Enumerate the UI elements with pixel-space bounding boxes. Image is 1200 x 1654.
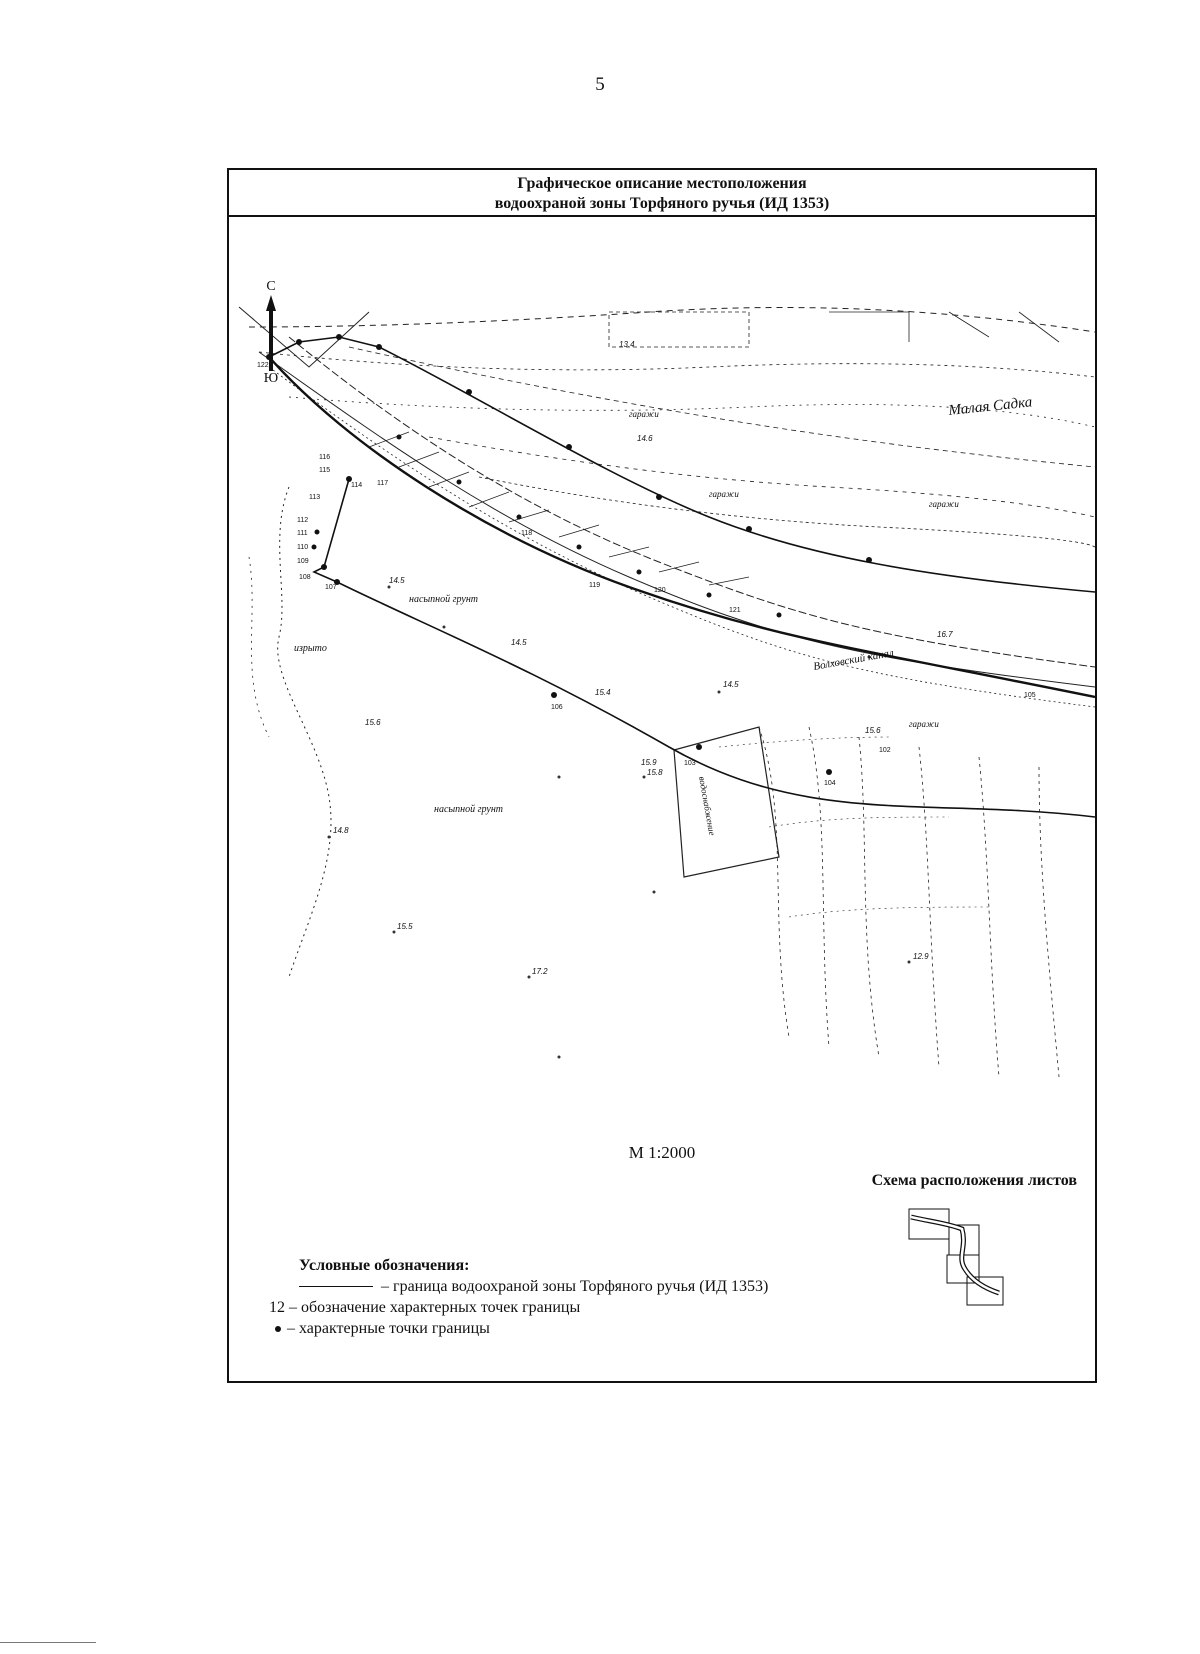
legend-line-text: – граница водоохраной зоны Торфяного ручья (ИД 1353)	[381, 1278, 769, 1295]
point-number-label: 113	[309, 494, 321, 501]
boundary-point	[866, 557, 872, 563]
page-number: 5	[595, 74, 605, 95]
boundary-point	[777, 613, 782, 618]
parcel-lines-lower	[759, 727, 1059, 1077]
legend-dot-text: – характерные точки границы	[287, 1320, 490, 1337]
sheet-scheme-title: Схема расположения листов	[871, 1172, 1077, 1189]
elevation-label: 12.9	[913, 952, 929, 961]
canal-hatching	[369, 432, 749, 585]
footnote-rule	[0, 1642, 96, 1643]
point-number-label: 107	[325, 584, 337, 591]
north-arrow	[261, 279, 281, 389]
point-number-label: 103	[684, 760, 696, 767]
elevation-label: 14.5	[723, 680, 739, 689]
elevation-label: 15.6	[865, 726, 881, 735]
legend	[269, 1255, 768, 1339]
boundary-point	[517, 515, 522, 520]
elevation-label: 14.5	[511, 638, 527, 647]
survey-line-1	[249, 308, 1095, 333]
area-label-garages-1: гаражи	[629, 409, 659, 419]
area-label-fill-1: насыпной грунт	[409, 594, 479, 605]
boundary-point	[746, 526, 752, 532]
topographic-map	[229, 217, 1095, 1117]
canal-bank-3	[269, 367, 1095, 707]
spot-dot	[388, 586, 391, 589]
point-number-label: 117	[377, 480, 389, 487]
map-svg	[229, 217, 1095, 1117]
spot-dot	[718, 691, 721, 694]
street-label-malaya: Малая Садка	[947, 394, 1034, 419]
point-number-label: 115	[319, 467, 331, 474]
survey-line-5	[429, 437, 1095, 517]
spot-dot	[908, 961, 911, 964]
map-title	[229, 170, 1095, 217]
point-number-label: 114	[351, 482, 363, 489]
street-label-bolkhovsky: Волховский канал	[812, 647, 895, 673]
elevation-label: 15.8	[647, 768, 663, 777]
map-frame	[227, 168, 1097, 1383]
boundary-point	[551, 692, 557, 698]
building-label-vodosnab: водоснабжение	[697, 775, 718, 837]
legend-number-text: 12 – обозначение характерных точек границы	[269, 1299, 581, 1316]
point-number-label: 105	[1024, 692, 1036, 699]
point-number-label: 110	[297, 544, 309, 551]
point-number-label: 102	[879, 747, 891, 754]
spot-dot	[558, 1056, 561, 1059]
boundary-point	[296, 339, 302, 345]
parcel-cross-lines	[719, 737, 989, 917]
survey-line-2	[259, 352, 1095, 377]
legend-row-line	[269, 1276, 768, 1297]
sheet-layout-scheme	[907, 1207, 1007, 1307]
boundary-line-sample	[299, 1286, 373, 1287]
spot-dot	[393, 931, 396, 934]
boundary-point	[466, 389, 472, 395]
point-number-label: 122	[257, 362, 269, 369]
spot-dot	[558, 776, 561, 779]
elevation-label: 14.6	[637, 434, 653, 443]
point-number-label: 119	[589, 582, 601, 589]
point-number-label: 112	[297, 517, 309, 524]
boundary-point	[312, 545, 317, 550]
canal-bank-2	[289, 337, 1095, 667]
map-scale: М 1:2000	[628, 1143, 696, 1162]
boundary-segment-south	[337, 582, 1095, 817]
north-arrow-icon	[261, 295, 281, 375]
map-title-line-1: Графическое описание местоположения	[517, 175, 807, 192]
spot-dot	[653, 891, 656, 894]
elevation-label: 17.2	[532, 967, 548, 976]
point-number-label: 108	[299, 574, 311, 581]
legend-row-number	[269, 1297, 768, 1318]
boundary-point	[376, 344, 382, 350]
area-label-fill-2: насыпной грунт	[434, 804, 504, 815]
survey-line-6	[479, 477, 1095, 547]
boundary-point	[696, 744, 702, 750]
boundary-point	[707, 593, 712, 598]
elevation-label: 16.7	[937, 630, 953, 639]
point-number-label: 120	[654, 587, 666, 594]
spot-dot	[443, 626, 446, 629]
boundary-point	[397, 435, 402, 440]
area-label-excavated: изрыто	[294, 643, 327, 654]
area-label-garages-4: гаражи	[909, 719, 939, 729]
boundary-point	[656, 494, 662, 500]
point-number-label: 118	[521, 530, 533, 537]
boundary-point	[566, 444, 572, 450]
legend-row-dot	[269, 1318, 768, 1339]
boundary-segment-north	[379, 347, 1095, 592]
elevation-label: 15.5	[397, 922, 413, 931]
building-vodosnab-outline	[674, 727, 779, 877]
spot-dot	[643, 776, 646, 779]
spot-elevation-dots	[328, 586, 911, 1059]
point-number-label: 106	[551, 704, 563, 711]
boundary-point	[315, 530, 320, 535]
legend-title: Условные обозначения:	[299, 1257, 470, 1274]
south-label: Ю	[263, 371, 279, 386]
elevation-label: 14.8	[333, 826, 349, 835]
building-outline-3	[829, 312, 909, 342]
spot-dot	[528, 976, 531, 979]
map-title-line-2: водоохраной зоны Торфяного ручья (ИД 1353)	[494, 195, 830, 212]
boundary-point	[826, 769, 832, 775]
elevation-label: 15.4	[595, 688, 611, 697]
boundary-points	[266, 334, 872, 775]
point-number-label: 104	[824, 780, 836, 787]
north-label: С	[266, 279, 276, 294]
elevation-label: 14.5	[389, 576, 405, 585]
elevation-label: 15.6	[365, 718, 381, 727]
point-number-label: 111	[297, 530, 308, 537]
shoreline-dotted-2	[249, 557, 269, 737]
building-outline-1	[239, 307, 369, 367]
point-number-label: 109	[297, 558, 309, 565]
elevation-label: 13.4	[619, 340, 635, 349]
boundary-point	[336, 334, 342, 340]
boundary-point	[577, 545, 582, 550]
point-number-label: 116	[319, 454, 331, 461]
elevation-label: 15.9	[641, 758, 657, 767]
spot-dot	[328, 836, 331, 839]
boundary-point	[637, 570, 642, 575]
boundary-point	[457, 480, 462, 485]
point-number-label: 121	[729, 607, 741, 614]
boundary-point	[321, 564, 327, 570]
boundary-dot-sample	[275, 1326, 281, 1332]
area-label-garages-3: гаражи	[929, 499, 959, 509]
area-label-garages-2: гаражи	[709, 489, 739, 499]
